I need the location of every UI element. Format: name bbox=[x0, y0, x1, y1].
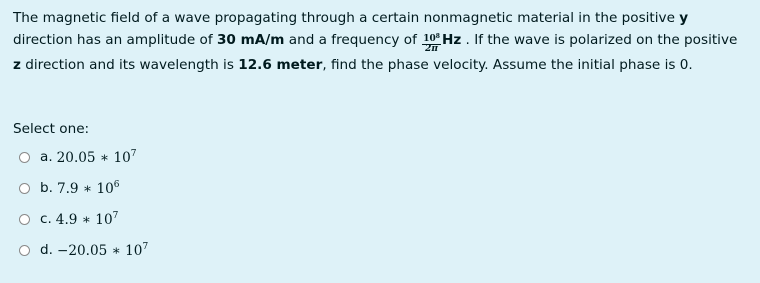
option-a[interactable] bbox=[19, 147, 137, 167]
amplitude-value: 30 mA/m bbox=[216, 32, 285, 48]
option-value: 7.9 ∗ 10 bbox=[56, 180, 114, 197]
frequency-fraction bbox=[422, 32, 441, 54]
question-text-part: and a frequency of bbox=[284, 32, 422, 48]
frequency-unit: Hz bbox=[441, 32, 462, 48]
direction-z: z bbox=[13, 57, 21, 73]
radio-button[interactable] bbox=[19, 152, 30, 163]
option-value: 20.05 ∗ 10 bbox=[56, 149, 131, 166]
radio-button[interactable] bbox=[19, 183, 30, 194]
wavelength-value: 12.6 meter bbox=[238, 57, 323, 73]
question-text bbox=[13, 7, 748, 76]
frequency-exponent: 8 bbox=[435, 33, 440, 40]
option-c[interactable] bbox=[19, 209, 118, 229]
radio-button[interactable] bbox=[19, 214, 30, 225]
question-text-part: . If the wave is polarized on the positive bbox=[461, 32, 738, 48]
frequency-numerator: 10 bbox=[423, 34, 436, 44]
frequency-denominator: 2π bbox=[425, 44, 438, 54]
option-letter: d. bbox=[40, 242, 53, 258]
question-text-part: , find the phase velocity. Assume the initial phase is 0. bbox=[322, 57, 693, 73]
option-letter: a. bbox=[40, 149, 53, 165]
option-exponent: 6 bbox=[113, 179, 120, 190]
radio-button[interactable] bbox=[19, 245, 30, 256]
option-d[interactable] bbox=[19, 240, 148, 260]
option-letter: b. bbox=[40, 180, 53, 196]
select-one-label: Select one: bbox=[13, 121, 90, 137]
option-value: 4.9 ∗ 10 bbox=[55, 211, 113, 228]
question-text-part: The magnetic field of a wave propagating through a certain nonmagnetic material in the positive bbox=[13, 10, 680, 26]
direction-y: y bbox=[679, 10, 689, 26]
option-exponent: 7 bbox=[130, 148, 137, 159]
question-text-part: direction has an amplitude of bbox=[13, 32, 217, 48]
option-b[interactable] bbox=[19, 178, 120, 198]
question-text-part: direction and its wavelength is bbox=[20, 57, 239, 73]
option-exponent: 7 bbox=[112, 210, 119, 221]
option-value: −20.05 ∗ 10 bbox=[56, 242, 143, 259]
option-exponent: 7 bbox=[142, 241, 149, 252]
option-letter: c. bbox=[40, 211, 52, 227]
